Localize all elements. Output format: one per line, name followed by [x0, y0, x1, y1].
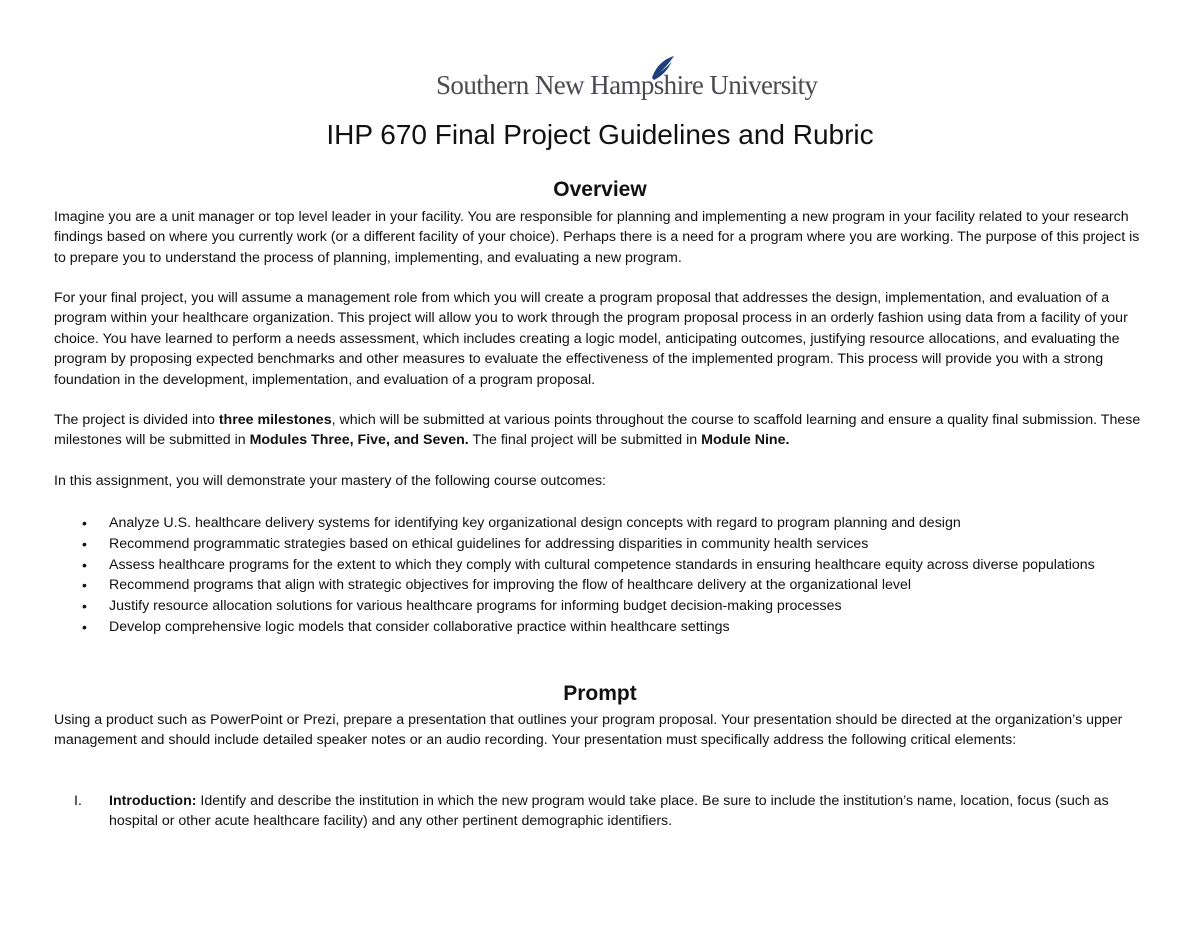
element-number: I.: [74, 793, 82, 809]
bullet-icon: •: [82, 535, 87, 552]
university-name: Southern New Hampshire University: [436, 70, 818, 100]
bullet-icon: •: [82, 556, 87, 573]
list-item: • Analyze U.S. healthcare delivery systems for identifying key organizational design concepts with regard to program planning and design: [54, 513, 1154, 534]
list-item: I. Introduction: Identify and describe the institution in which the new program would take place. Be sure to include the institution’s name, location, focus (such as hospital or other acute healthcare facility) and any other pertinent demographic identifiers.: [74, 793, 1109, 830]
quill-leaf-icon: [436, 56, 766, 106]
course-outcomes-list: [54, 513, 1154, 638]
overview-heading: Overview: [553, 178, 647, 201]
prompt-heading: Prompt: [563, 682, 637, 705]
list-item: • Develop comprehensive logic models that consider collaborative practice within healthcare settings: [54, 617, 1154, 638]
prompt-paragraph: Using a product such as PowerPoint or Prezi, prepare a presentation that outlines your program proposal. Your presentation should be directed at the organization’s upper management and should include detailed speaker notes or an audio recording. Your presentation must specifically address the following critical elements:: [54, 712, 1123, 749]
critical-elements-list: [54, 791, 1154, 832]
outcomes-intro: In this assignment, you will demonstrate your mastery of the following course outcomes:: [54, 473, 606, 489]
list-item: • Recommend programs that align with strategic objectives for improving the flow of healthcare delivery at the organizational level: [54, 575, 1154, 596]
bullet-icon: •: [82, 598, 87, 615]
page-title: IHP 670 Final Project Guidelines and Rubric: [326, 119, 874, 150]
list-item: • Assess healthcare programs for the extent to which they comply with cultural competence standards in ensuring healthcare equity across diverse populations: [54, 555, 1154, 576]
bullet-icon: •: [82, 515, 87, 531]
list-item: • Recommend programmatic strategies based on ethical guidelines for addressing disparities in community health services: [54, 534, 1154, 555]
modules-emphasis: Modules Three, Five, and Seven.: [249, 432, 469, 449]
element-label: Introduction:: [109, 793, 197, 809]
overview-paragraph-1: Imagine you are a unit manager or top level leader in your facility. You are responsible for planning and implementing a new program in your facility related to your research findings based on where you currently work (or a different facility of your choice). Perhaps there is a need for a program where you are working. The purpose of this project is to prepare you to understand the process of planning, implementing, and evaluating a new program.: [54, 209, 1140, 266]
overview-paragraph-3: The project is divided into three milestones, which will be submitted at various points throughout the course to scaffold learning and ensure a quality final submission. These milestones will be submitted in Modules Three, Five, and Seven. The final project will be submitted in Module Nine.: [54, 412, 1141, 449]
university-logo: [436, 56, 818, 106]
overview-paragraph-2: For your final project, you will assume a management role from which you will create a program proposal that addresses the design, implementation, and evaluation of a program within your healthcare organization. This project will allow you to work through the program proposal process in an orderly fashion using data from a facility of your choice. You have learned to perform a needs assessment, which includes creating a logic model, anticipating outcomes, justifying resource allocations, and evaluating the program by proposing expected benchmarks and other measures to evaluate the effectiveness of the implemented program. This process will provide you with a strong foundation in the development, implementation, and evaluation of a program proposal.: [54, 290, 1128, 388]
final-module-emphasis: Module Nine.: [701, 432, 790, 449]
bullet-icon: •: [82, 618, 87, 635]
bullet-icon: •: [82, 577, 87, 594]
list-item: • Justify resource allocation solutions for various healthcare programs for informing budget decision-making processes: [54, 596, 1154, 617]
milestones-emphasis: three milestones: [218, 412, 332, 428]
